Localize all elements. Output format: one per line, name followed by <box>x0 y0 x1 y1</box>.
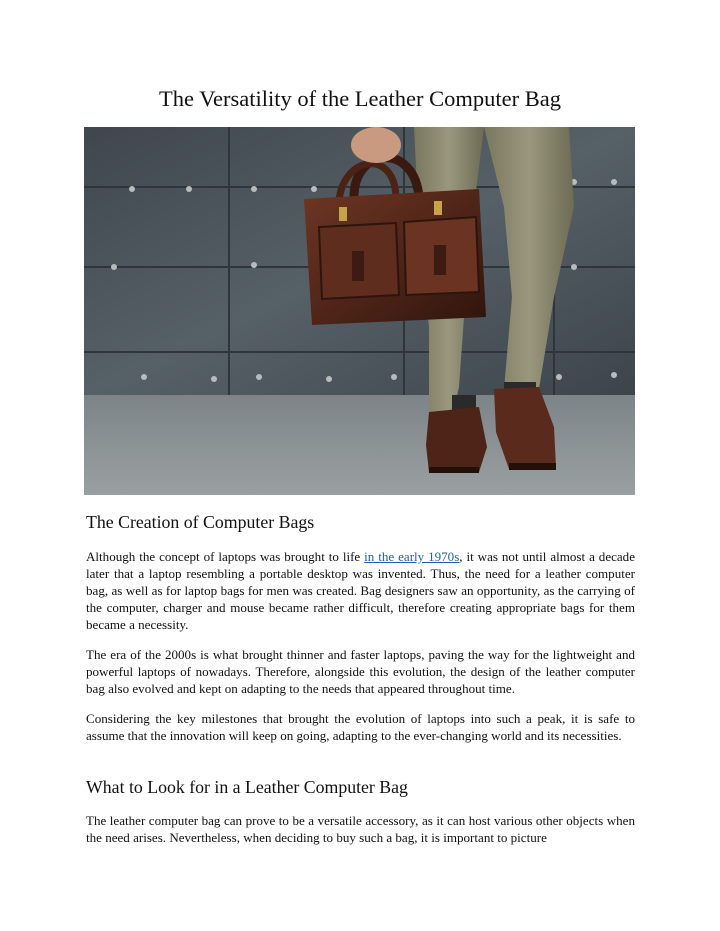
early-1970s-link[interactable]: in the early 1970s <box>364 549 460 564</box>
paragraph-creation-3: Considering the key milestones that brought the evolution of laptops into such a peak, it is safe to assume that the innovation will keep on going, adapting to the ever-changing world and its necessities. <box>86 711 635 743</box>
photo-icon <box>84 127 635 495</box>
document-title: The Versatility of the Leather Computer Bag <box>159 86 561 111</box>
paragraph-creation-1 <box>86 548 635 633</box>
paragraph-text: , it was not until almost a decade later that a laptop resembling a portable desktop was invented. Thus, the need for a leather computer bag, as well as for laptop bags for men was created. Bag designers saw an opportunity, as the carrying of the computer, charger and mouse became rather difficult, therefore creating appropriate bags for them became a necessity. <box>86 549 636 632</box>
paragraph-look-for-1: The leather computer bag can prove to be a versatile accessory, as it can host various other objects when the need arises. Nevertheless, when deciding to buy such a bag, it is important to picture <box>86 813 635 845</box>
leather-bag-photo <box>84 127 635 495</box>
paragraph-text: Although the concept of laptops was brought to life <box>86 549 365 564</box>
section-heading-what-to-look-for: What to Look for in a Leather Computer Bag <box>86 777 408 797</box>
paragraph-creation-2: The era of the 2000s is what brought thinner and faster laptops, paving the way for the lightweight and powerful laptops of nowadays. Therefore, alongside this evolution, the design of the leather computer bag also evolved and kept on adapting to the needs that appeared throughout time. <box>86 647 635 696</box>
section-heading-creation: The Creation of Computer Bags <box>86 512 315 532</box>
